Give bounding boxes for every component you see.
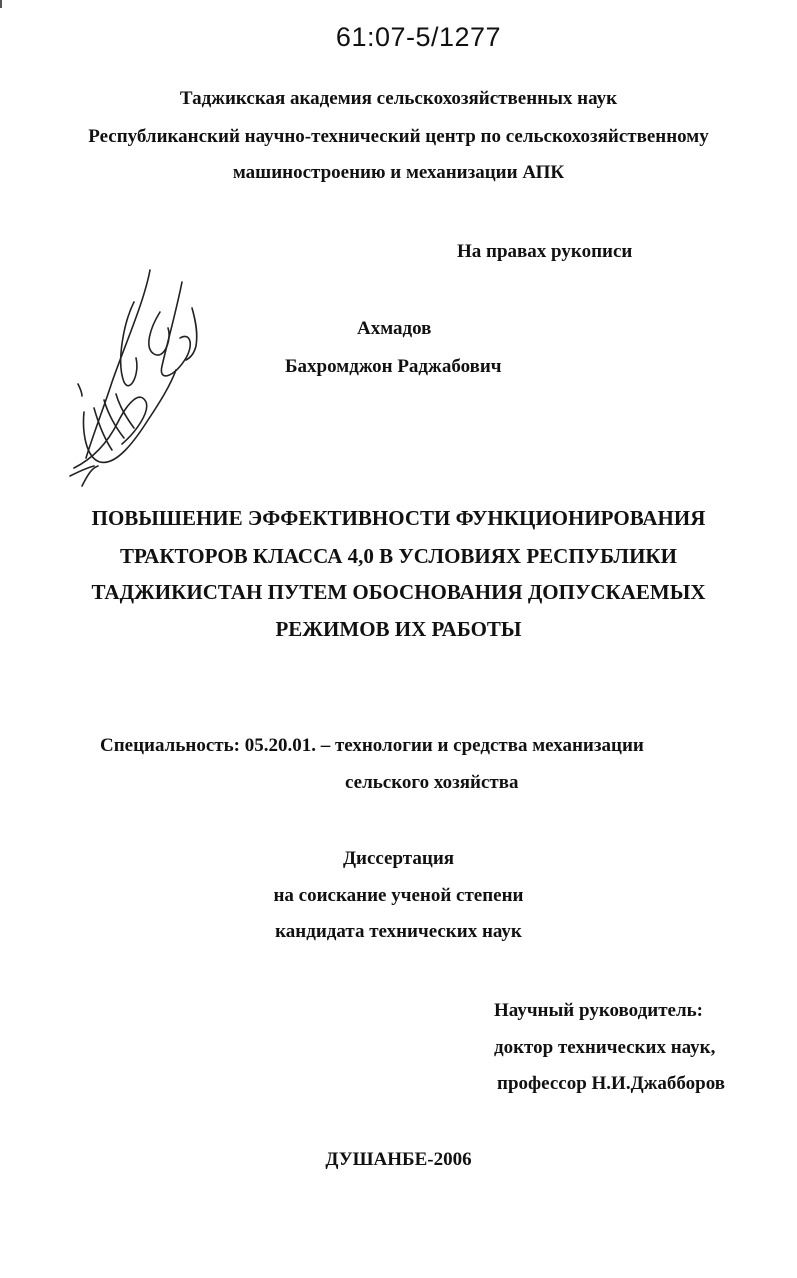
title-line-3: ТАДЖИКИСТАН ПУТЕМ ОБОСНОВАНИЯ ДОПУСКАЕМЫХ — [91, 580, 706, 604]
dissertation-line-1: Диссертация — [342, 848, 455, 869]
organization-line-2: Республиканский научно-технический центр по сельскохозяйственному — [88, 126, 709, 147]
specialty-line-1: Специальность: 05.20.01. – технологии и средства механизации — [100, 735, 644, 756]
specialty-line-2: сельского хозяйства — [345, 772, 519, 793]
title-line-2: ТРАКТОРОВ КЛАССА 4,0 В УСЛОВИЯХ РЕСПУБЛИКИ — [120, 544, 677, 568]
supervisor-line-1: Научный руководитель: — [494, 1000, 703, 1021]
author-given-names: Бахромджон Раджабович — [285, 356, 502, 377]
dissertation-line-2: на соискание ученой степени — [273, 885, 524, 906]
supervisor-line-3: профессор Н.И.Джабборов — [497, 1073, 726, 1094]
title-line-4: РЕЖИМОВ ИХ РАБОТЫ — [275, 617, 522, 641]
title-line-1: ПОВЫШЕНИЕ ЭФФЕКТИВНОСТИ ФУНКЦИОНИРОВАНИЯ — [91, 506, 706, 530]
dissertation-line-3: кандидата технических наук — [275, 921, 522, 942]
catalog-number: 61:07-5/1277 — [335, 22, 502, 52]
place-year: ДУШАНБЕ-2006 — [325, 1149, 472, 1170]
supervisor-line-2: доктор технических наук, — [494, 1037, 716, 1058]
organization-line-1: Таджикская академия сельскохозяйственных наук — [179, 88, 618, 109]
manuscript-rights: На правах рукописи — [457, 241, 633, 262]
handwritten-signature — [64, 262, 214, 502]
author-surname: Ахмадов — [357, 318, 432, 339]
organization-line-3: машиностроению и механизации АПК — [232, 162, 565, 183]
scan-edge-mark — [0, 0, 2, 8]
